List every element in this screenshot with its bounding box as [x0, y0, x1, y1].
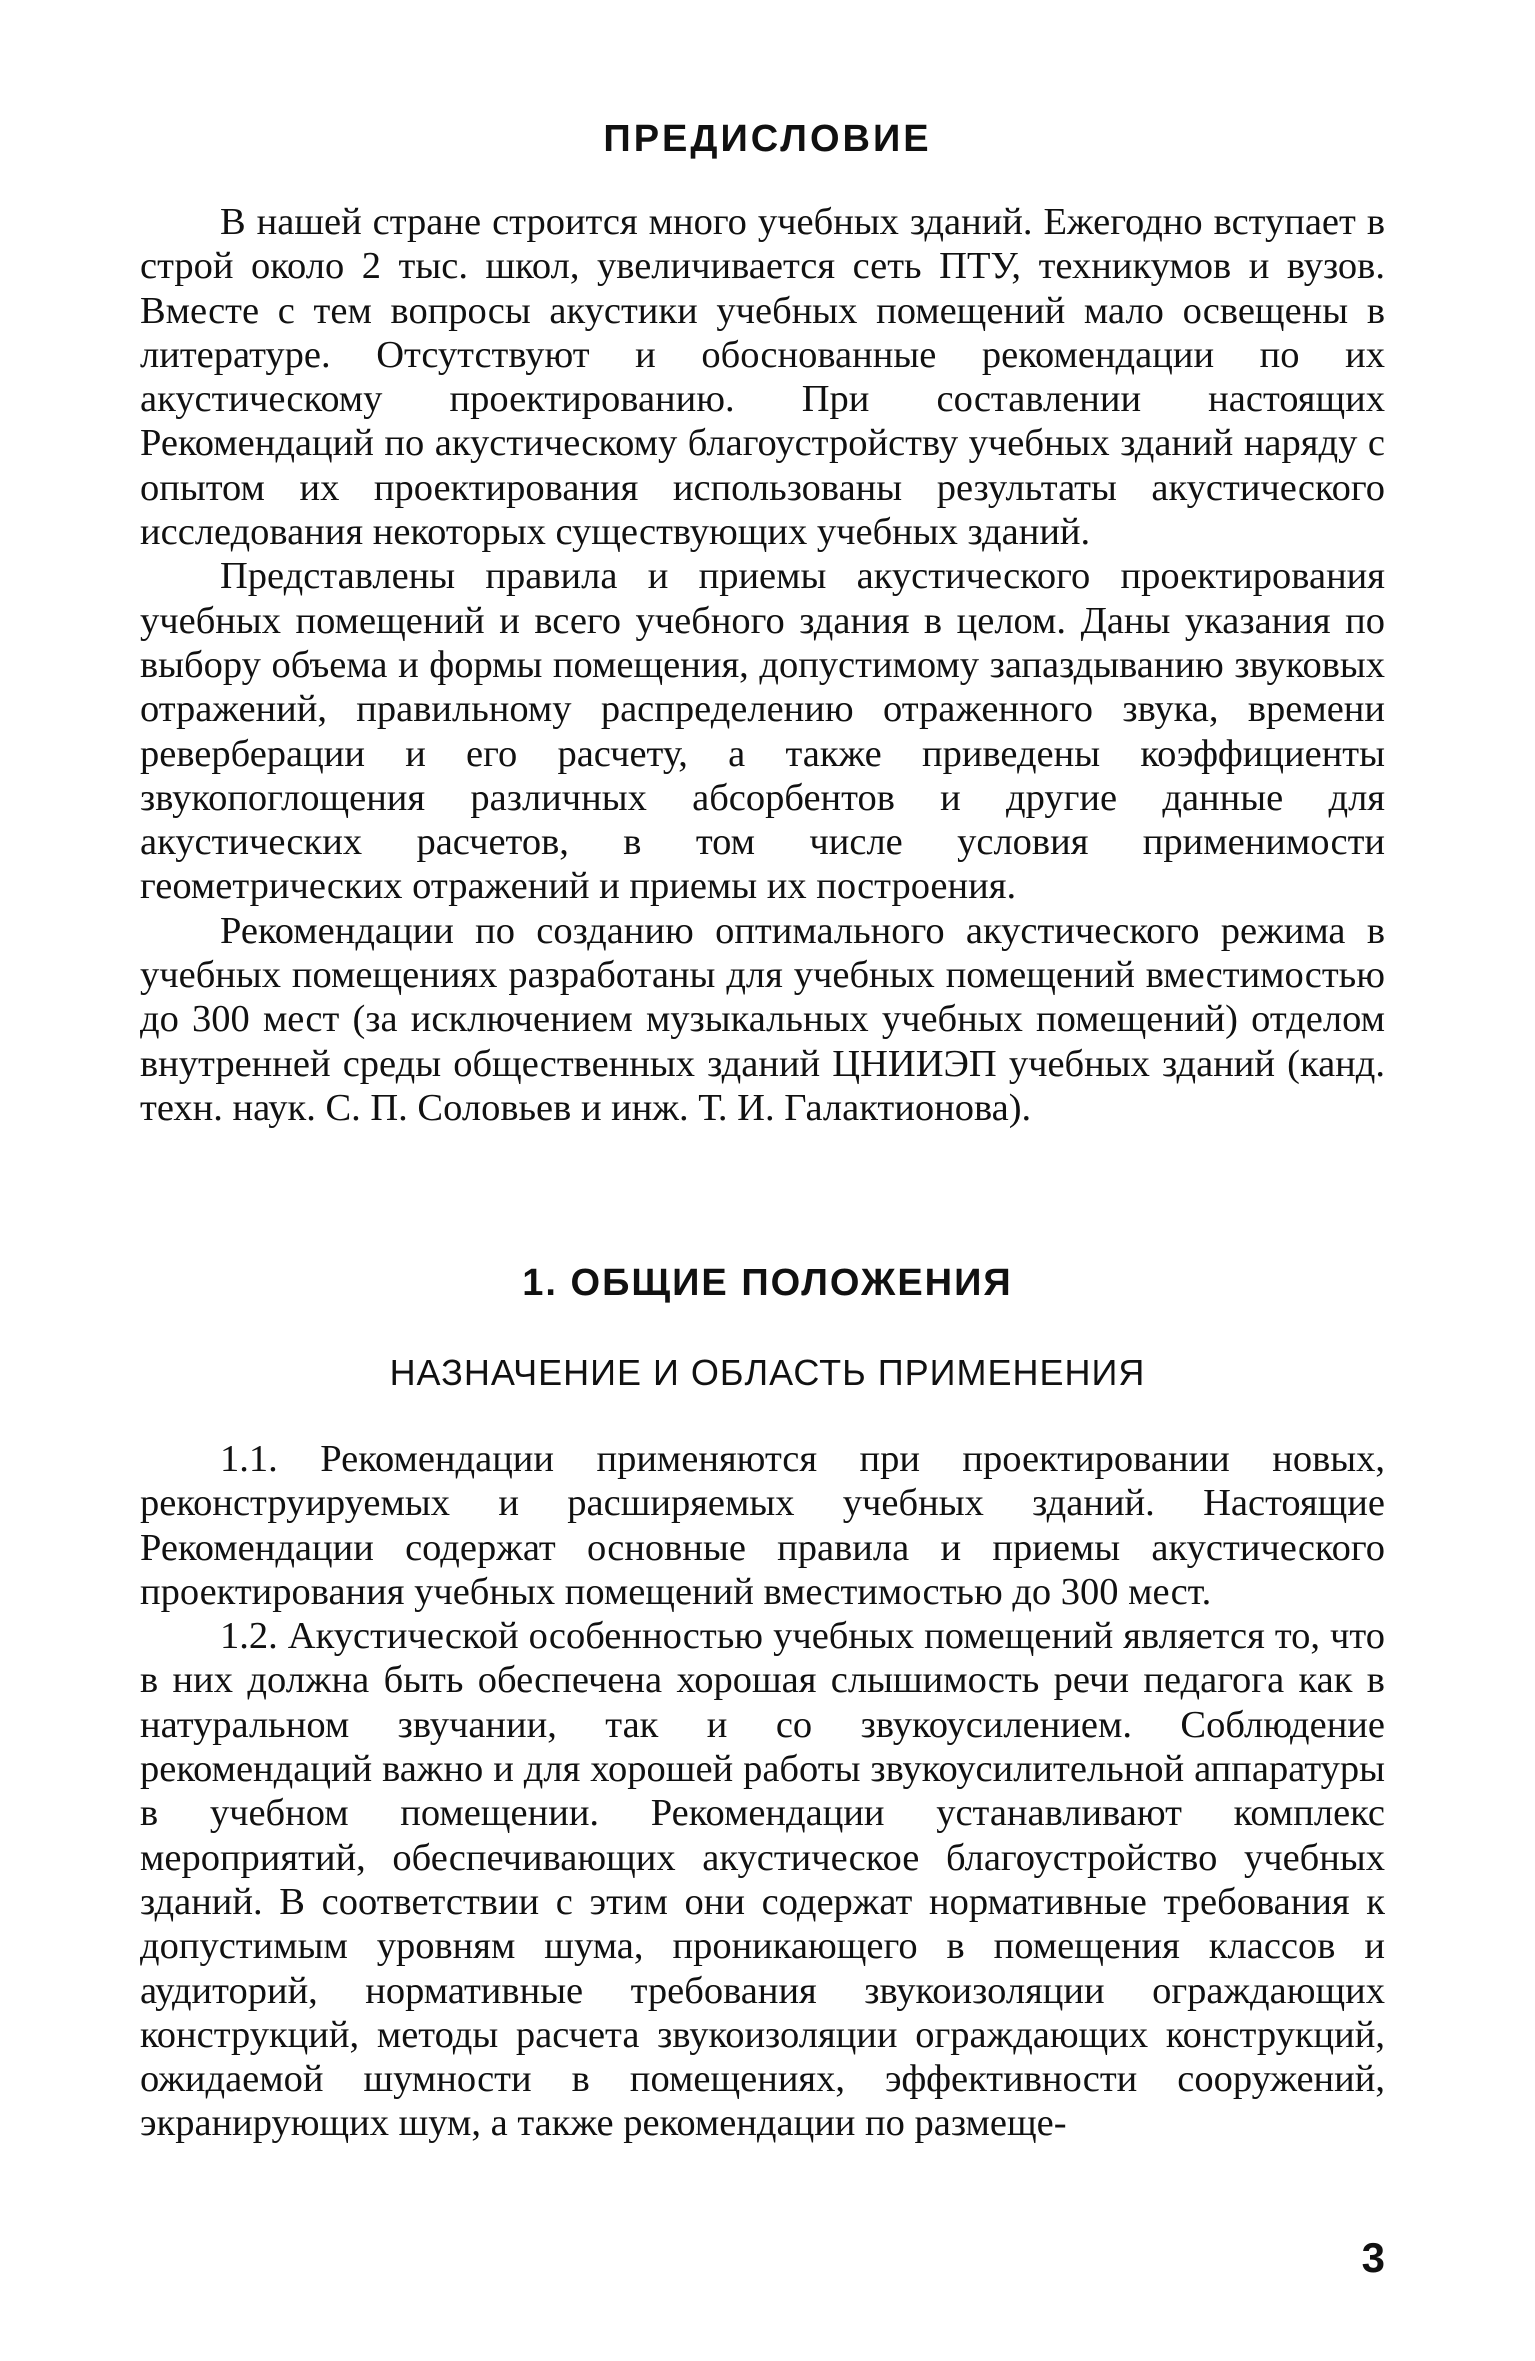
- section-paragraph-1-2: 1.2. Акустической особенностью учебных помещений является то, что в них должна быть обеспечена хорошая слышимость речи педагога как в натуральном звучании, так и со звукоусилением. Соблюдение рекомендаций важно и для хорошей работы звукоусилительной аппаратуры в учебном помещении. Рекомендации устанавливают комплекс мероприятий, обеспечивающих акустическое благоустройство учебных зданий. В соответствии с этим они содержат нормативные требования к допустимым уровням шума, проникающего в помещения классов и аудиторий, нормативные требования звукоизоляции ограждающих конструкций, методы расчета звукоизоляции ограждающих конструкций, ожидаемой шумности в помещениях, эффективности сооружений, экранирующих шум, а также рекомендации по размеще-: [140, 1615, 1385, 2145]
- preface-paragraph-1: В нашей стране строится много учебных зданий. Ежегодно вступает в строй около 2 тыс. школ, увеличивается сеть ПТУ, техникумов и вузов. Вместе с тем вопросы акустики учебных помещений мало освещены в литературе. Отсутствуют и обоснованные рекомендации по их акустическому проектированию. При составлении настоящих Рекомендаций по акустическому благоустройству учебных зданий наряду с опытом их проектирования использованы результаты акустического исследования некоторых существующих учебных зданий.: [140, 201, 1385, 554]
- section-paragraph-1-1: 1.1. Рекомендации применяются при проектировании новых, реконструируемых и расширяемых учебных зданий. Настоящие Рекомендации содержат основные правила и приемы акустического проектирования учебных помещений вместимостью до 300 мест.: [140, 1438, 1385, 1613]
- section-text: [140, 1437, 1385, 2146]
- preface-paragraph-2: Представлены правила и приемы акустического проектирования учебных помещений и всего учебного здания в целом. Даны указания по выбору объема и формы помещения, допустимому запаздыванию звуковых отражений, правильному распределению отраженного звука, времени реверберации и его расчету, а также приведены коэффициенты звукопоглощения различных абсорбентов и другие данные для акустических расчетов, в том числе условия применимости геометрических отражений и приемы их построения.: [140, 555, 1385, 908]
- page-number: 3: [1361, 2234, 1385, 2281]
- preface-text: [140, 200, 1385, 1130]
- subsection-title: НАЗНАЧЕНИЕ И ОБЛАСТЬ ПРИМЕНЕНИЯ: [389, 1352, 1146, 1393]
- section-title: 1. ОБЩИЕ ПОЛОЖЕНИЯ: [522, 1262, 1013, 1304]
- preface-heading: ПРЕДИСЛОВИЕ: [603, 118, 932, 160]
- preface-paragraph-3: Рекомендации по созданию оптимального акустического режима в учебных помещениях разработаны для учебных помещений вместимостью до 300 мест (за исключением музыкальных учебных помещений) отделом внутренней среды общественных зданий ЦНИИЭП учебных зданий (канд. техн. наук. С. П. Соловьев и инж. Т. И. Галактионова).: [140, 909, 1385, 1129]
